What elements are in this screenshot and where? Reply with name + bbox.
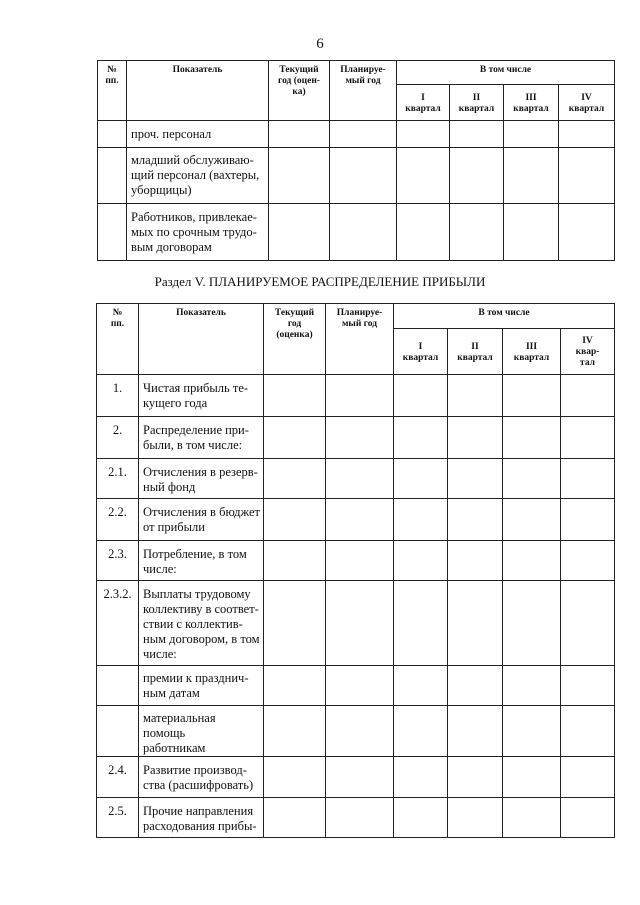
section-title: Раздел V. ПЛАНИРУЕМОЕ РАСПРЕДЕЛЕНИЕ ПРИБЫЛИ: [154, 274, 486, 289]
row-label: материальная помощь работникам: [139, 706, 264, 757]
row-num: 2.4.: [97, 757, 139, 798]
table-row: [98, 148, 615, 204]
row-num: 2.3.2.: [97, 581, 139, 666]
row-label: Работников, привлекае- мых по срочным трудо- вым договорам: [127, 204, 269, 261]
col-header-including: В том числе: [394, 304, 615, 329]
row-label: премии к празднич- ным датам: [139, 666, 264, 706]
row-num: [97, 666, 139, 706]
col-header-q2: II квартал: [448, 329, 503, 375]
row-num: 2.2.: [97, 499, 139, 541]
row-num: 2.: [97, 417, 139, 459]
row-label: Отчисления в резерв- ный фонд: [139, 459, 264, 499]
profit-distribution-table: [96, 303, 615, 838]
row-num: [98, 121, 127, 148]
col-header-including: В том числе: [397, 61, 615, 85]
staff-table: [97, 60, 615, 261]
page-number: 6: [316, 36, 324, 52]
col-header-q3: III квартал: [503, 329, 561, 375]
row-num: 2.1.: [97, 459, 139, 499]
table-row: [98, 121, 615, 148]
row-label: Чистая прибыль те- кущего года: [139, 375, 264, 417]
row-label: Прочие направления расходования прибы-: [139, 798, 264, 838]
table-row: [97, 706, 615, 757]
table-row: [97, 798, 615, 838]
row-num: 2.5.: [97, 798, 139, 838]
table-row: [97, 417, 615, 459]
row-num: [97, 706, 139, 757]
row-label: Отчисления в бюджет от прибыли: [139, 499, 264, 541]
col-header-num: № пп.: [97, 304, 139, 375]
col-header-q4: IV квартал: [559, 85, 615, 121]
row-num: [98, 204, 127, 261]
row-num: [98, 148, 127, 204]
col-header-q3: III квартал: [504, 85, 559, 121]
table-row: [98, 204, 615, 261]
row-label: Потребление, в том числе:: [139, 541, 264, 581]
table-row: [97, 499, 615, 541]
col-header-q2: II квартал: [450, 85, 504, 121]
col-header-q1: I квартал: [394, 329, 448, 375]
row-num: 1.: [97, 375, 139, 417]
col-header-num: № пп.: [98, 61, 127, 121]
table-row: [97, 666, 615, 706]
table-row: [97, 459, 615, 499]
table-row: [97, 757, 615, 798]
row-label: Выплаты трудовому коллективу в соответ- ствии с коллектив- ным договором, в том числе:: [139, 581, 264, 666]
row-label: проч. персонал: [127, 121, 269, 148]
col-header-q1: I квартал: [397, 85, 450, 121]
table-row: [97, 581, 615, 666]
col-header-indicator: Показатель: [139, 304, 264, 375]
col-header-indicator: Показатель: [127, 61, 269, 121]
col-header-planned-year: Планируе- мый год: [330, 61, 397, 121]
table-row: [97, 541, 615, 581]
col-header-planned-year: Планируе- мый год: [326, 304, 394, 375]
row-num: 2.3.: [97, 541, 139, 581]
col-header-current-year: Текущий год (оценка): [264, 304, 326, 375]
row-label: младший обслуживаю- щий персонал (вахтеры, уборщицы): [127, 148, 269, 204]
col-header-current-year: Текущий год (оцен- ка): [269, 61, 330, 121]
row-label: Развитие производ- ства (расшифровать): [139, 757, 264, 798]
table-row: [97, 375, 615, 417]
row-label: Распределение при- были, в том числе:: [139, 417, 264, 459]
col-header-q4: IV квар- тал: [561, 329, 615, 375]
